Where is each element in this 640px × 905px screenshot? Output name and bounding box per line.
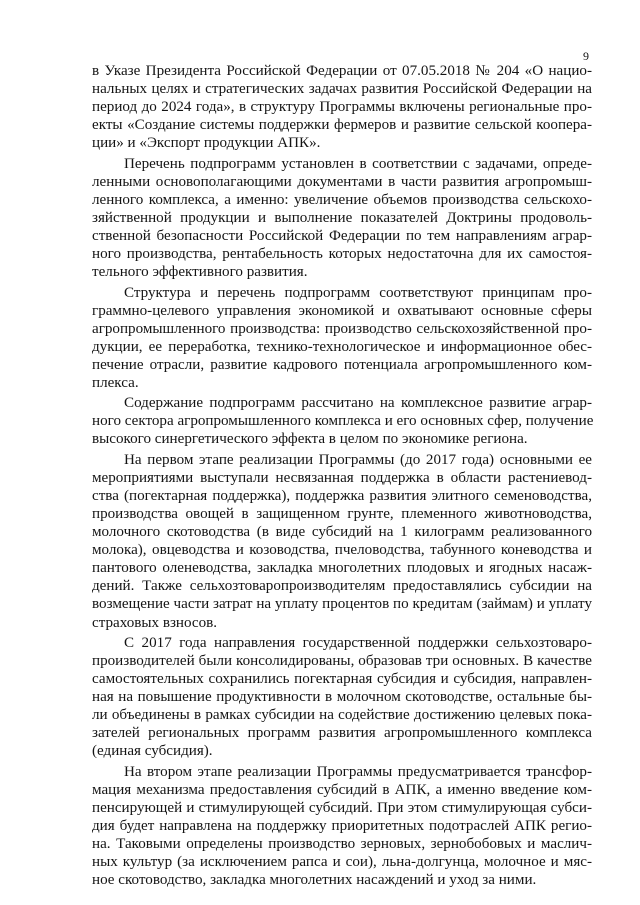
paragraph bbox=[92, 284, 592, 393]
text-line: (единая субсидия). bbox=[92, 743, 213, 760]
text-line: ленными основополагающими документами в части развития агропромыш- bbox=[92, 173, 592, 190]
paragraph bbox=[92, 763, 592, 890]
text-line: агропромышленного производства: производство сельскохозяйственной про- bbox=[92, 320, 592, 337]
text-line: Структура и перечень подпрограмм соответствуют принципам про- bbox=[124, 284, 592, 301]
text-line: С 2017 года направления государственной поддержки сельхозтоваро- bbox=[124, 634, 592, 651]
text-line: пантового оленеводства, закладка многолетних плодовых и ягодных насаж- bbox=[92, 560, 592, 577]
text-line: Содержание подпрограмм рассчитано на комплексное развитие аграр- bbox=[124, 395, 592, 412]
text-line: ное скотоводство, закладка многолетних насаждений и уход за ними. bbox=[92, 872, 537, 889]
text-line: ства (погектарная поддержка), поддержка развития элитного семеноводства, bbox=[92, 487, 592, 504]
text-line: ленного комплекса, а именно: увеличение объемов производства сельскохо- bbox=[92, 191, 592, 208]
text-line: екты «Создание системы поддержки фермеров и развитие сельской коопера- bbox=[92, 117, 592, 134]
text-line: ного сектора агропромышленного комплекса и его основных сфер, получение bbox=[92, 413, 594, 430]
text-line: печение отрасли, развитие кадрового потенциала агропромышленного ком- bbox=[92, 356, 592, 373]
text-line: плекса. bbox=[92, 374, 139, 391]
paragraph bbox=[92, 394, 592, 448]
text-line: дия будет направлена на поддержку приоритетных подотраслей АПК регио- bbox=[92, 817, 592, 834]
text-line: зяйственной продукции и выполнение показателей Доктрины продоволь- bbox=[92, 209, 592, 226]
text-line: ции» и «Экспорт продукции АПК». bbox=[92, 135, 321, 152]
text-line: на. Таковыми определены производство зерновых, зернобобовых и маслич- bbox=[92, 836, 592, 853]
text-line: молочного скотоводства (в виде субсидий на 1 килограмм реализованного bbox=[92, 524, 592, 541]
paragraph bbox=[92, 155, 592, 282]
text-line: граммно-целевого управления экономикой и охватывают основные сферы bbox=[92, 302, 592, 319]
paragraph bbox=[92, 634, 592, 761]
text-line: высокого синергетического эффекта в целом по экономике региона. bbox=[92, 431, 528, 448]
paragraph bbox=[92, 451, 592, 632]
text-line: молока), овцеводства и козоводства, пчеловодства, табунного коневодства и bbox=[92, 542, 592, 559]
text-line: производства овощей в защищенном грунте, племенного животноводства, bbox=[92, 506, 592, 522]
text-line: ная на повышение продуктивности в молочном скотоводстве, остальные бы- bbox=[92, 689, 592, 706]
text-line: На втором этапе реализации Программы предусматривается трансфор- bbox=[124, 763, 592, 780]
text-line: дукции, ее переработка, технико-технологическое и информационное обес- bbox=[92, 338, 592, 355]
text-line: тельного эффективного развития. bbox=[92, 264, 308, 281]
paragraph bbox=[92, 62, 592, 152]
text-line: На первом этапе реализации Программы (до 2017 года) основными ее bbox=[124, 451, 592, 468]
text-line: мероприятиями выступали несвязанная поддержка в области растениевод- bbox=[92, 469, 592, 486]
text-line: период до 2024 года», в структуру Программы включены региональные про- bbox=[92, 99, 592, 116]
text-line: ственной безопасности Российской Федерации по тем направлениям аграр- bbox=[92, 228, 592, 245]
text-line: в Указе Президента Российской Федерации от 07.05.2018 № 204 «О нацио- bbox=[92, 63, 592, 79]
text-line: ных культур (за исключением рапса и сои), льна-долгунца, молочное и мяс- bbox=[92, 854, 592, 871]
text-line: ли объединены в рамках субсидии на содействие достижению целевых пока- bbox=[92, 707, 592, 724]
text-line: самостоятельных сохранились погектарная субсидия и субсидия, направлен- bbox=[92, 671, 592, 688]
text-line: ного производства, рентабельность которых недостаточна для их самостоя- bbox=[92, 246, 592, 263]
text-line: возмещение части затрат на уплату процентов по кредитам (займам) и уплату bbox=[92, 596, 592, 613]
text-line: зателей региональных программ развития агропромышленного комплекса bbox=[92, 725, 592, 742]
text-line: мация механизма предоставления субсидий в АПК, а именно введение ком- bbox=[92, 781, 592, 798]
text-line: производителей были консолидированы, образовав три основных. В качестве bbox=[92, 652, 592, 669]
text-line: нальных целях и стратегических задачах развития Российской Федерации на bbox=[92, 81, 592, 98]
text-line: страховых взносов. bbox=[92, 614, 218, 631]
text-line: Перечень подпрограмм установлен в соответствии с задачами, опреде- bbox=[124, 155, 592, 172]
page-number: 9 bbox=[583, 49, 589, 63]
text-line: дений. Также сельхозтоваропроизводителям предоставлялись субсидии на bbox=[92, 578, 592, 595]
document-body bbox=[92, 62, 592, 892]
text-line: пенсирующей и стимулирующей субсидий. При этом стимулирующая субси- bbox=[92, 799, 592, 816]
